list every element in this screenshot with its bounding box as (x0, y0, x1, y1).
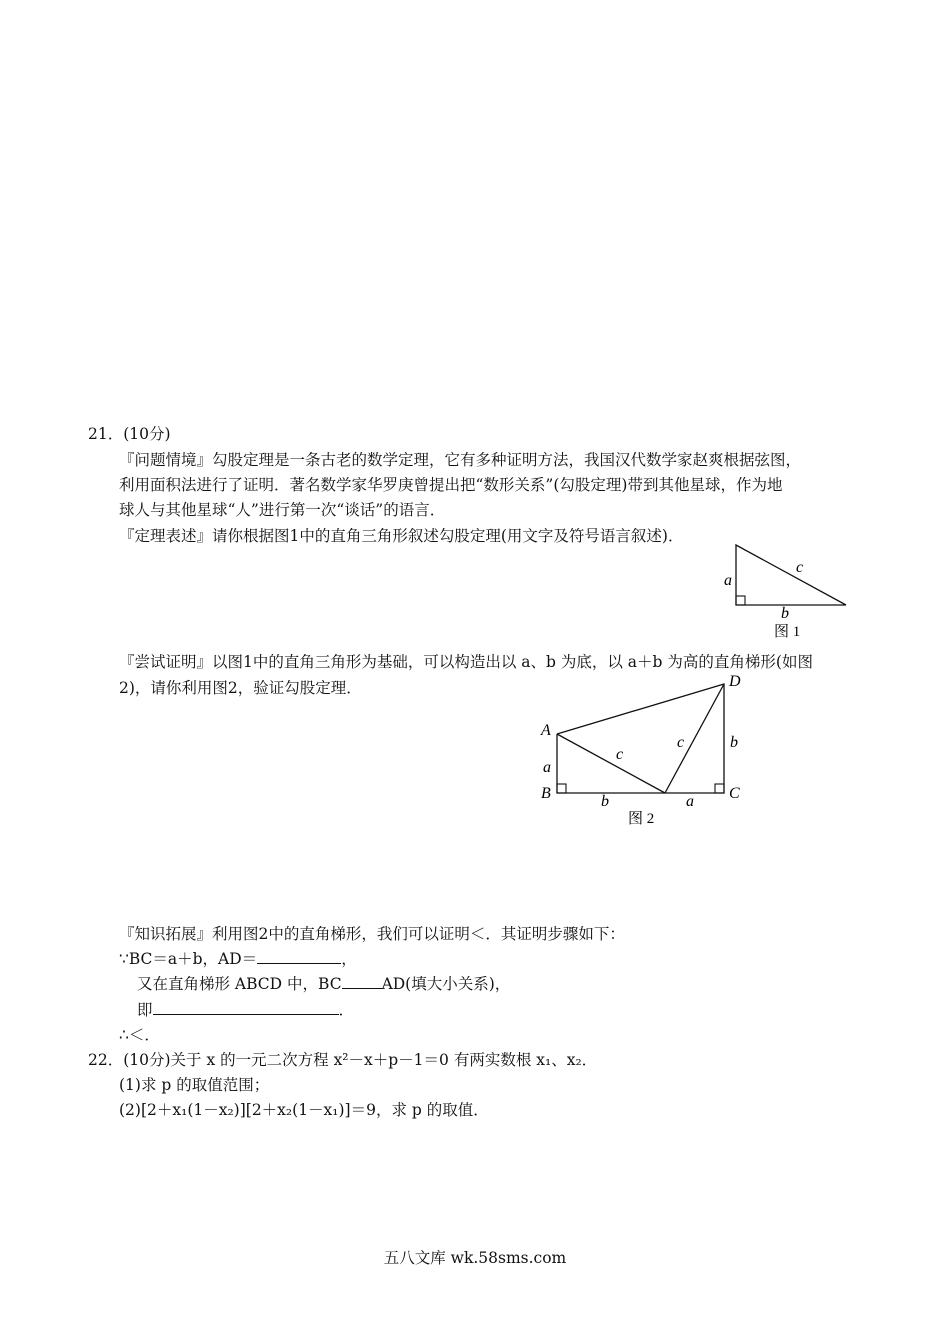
fig1-label-a: a (724, 572, 732, 589)
q21-proof-line1: 『尝试证明』以图1中的直角三角形为基础，可以构造出以 a、b 为底，以 a＋b 为高的直角梯形(如图 (119, 653, 813, 671)
fig2-label-b-right: b (730, 734, 738, 751)
q21-ext-line2 (119, 949, 357, 969)
q21-proof-line2: 2)，请你利用图2，验证勾股定理． (119, 679, 362, 697)
fig2-label-a-left: a (543, 759, 551, 776)
ad-answer-blank (257, 949, 341, 964)
fig2-point-D: D (729, 673, 741, 690)
fig2-label-a-bottom: a (686, 793, 694, 810)
q22-part2: (2)[2＋x₁(1－x₂)][2＋x₂(1－x₁)]＝9，求 p 的取值． (119, 1101, 489, 1119)
q21-problem-line2: 利用面积法进行了证明．著名数学家华罗庚曾提出把“数形关系”(勾股定理)带到其他星球，作为地 (119, 476, 783, 494)
q21-ext-line3-suffix: AD(填大小关系)， (381, 975, 511, 993)
q21-ext-line3 (137, 974, 510, 994)
relation-answer-blank (342, 974, 382, 989)
q21-ext-line4-prefix: 即 (137, 1001, 153, 1019)
fig2-caption: 图 2 (628, 811, 655, 827)
q21-problem-line1: 『问题情境』勾股定理是一条古老的数学定理，它有多种证明方法，我国汉代数学家赵爽根据弦图， (119, 451, 802, 469)
fig2-label-b-bottom: b (601, 793, 609, 810)
fig2-right-angle-C (715, 784, 724, 793)
q21-ext-line4-suffix: ． (338, 1001, 355, 1019)
fig2-right-angle-B (557, 784, 566, 793)
fig2-segment-AE (557, 734, 665, 793)
fig1-right-angle-mark (736, 596, 745, 605)
fig1-label-c: c (796, 559, 804, 576)
fig2-point-A: A (541, 722, 551, 739)
q21-header: 21．(10分) (88, 425, 171, 443)
q21-ext-line5: ∴＜． (119, 1026, 160, 1044)
fig2-point-C: C (729, 785, 740, 802)
q21-ext-line2-prefix: ∵BC＝a＋b，AD＝ (119, 950, 258, 968)
q21-ext-line3-prefix: 又在直角梯形 ABCD 中，BC (137, 975, 342, 993)
fig2-point-B: B (541, 785, 551, 802)
fig1-triangle (736, 545, 846, 605)
fig2-segment-ED (665, 684, 724, 793)
q21-ext-line4 (137, 1000, 354, 1020)
q21-problem-line3: 球人与其他星球“人”进行第一次“谈话”的语言． (119, 501, 446, 519)
fig1-caption: 图 1 (774, 624, 801, 640)
inequality-answer-blank (153, 1000, 339, 1015)
fig2-trapezoid (557, 684, 724, 793)
q22-part1: (1)求 p 的取值范围； (119, 1076, 270, 1094)
fig2-label-c-left: c (616, 746, 624, 763)
q21-ext-line2-suffix: ， (341, 950, 357, 968)
q21-ext-line1: 『知识拓展』利用图2中的直角梯形，我们可以证明＜．其证明步骤如下： (119, 925, 625, 943)
q21-statement: 『定理表述』请你根据图1中的直角三角形叙述勾股定理(用文字及符号语言叙述)． (119, 527, 684, 545)
figure-1 (700, 540, 870, 645)
figure-2 (530, 668, 760, 833)
fig2-label-c-right: c (677, 734, 685, 751)
footer-watermark: 五八文库 wk.58sms.com (383, 1249, 567, 1267)
q22-header: 22．(10分)关于 x 的一元二次方程 x²－x＋p－1＝0 有两实数根 x₁、x₂． (88, 1051, 598, 1069)
fig1-label-b: b (781, 605, 789, 622)
